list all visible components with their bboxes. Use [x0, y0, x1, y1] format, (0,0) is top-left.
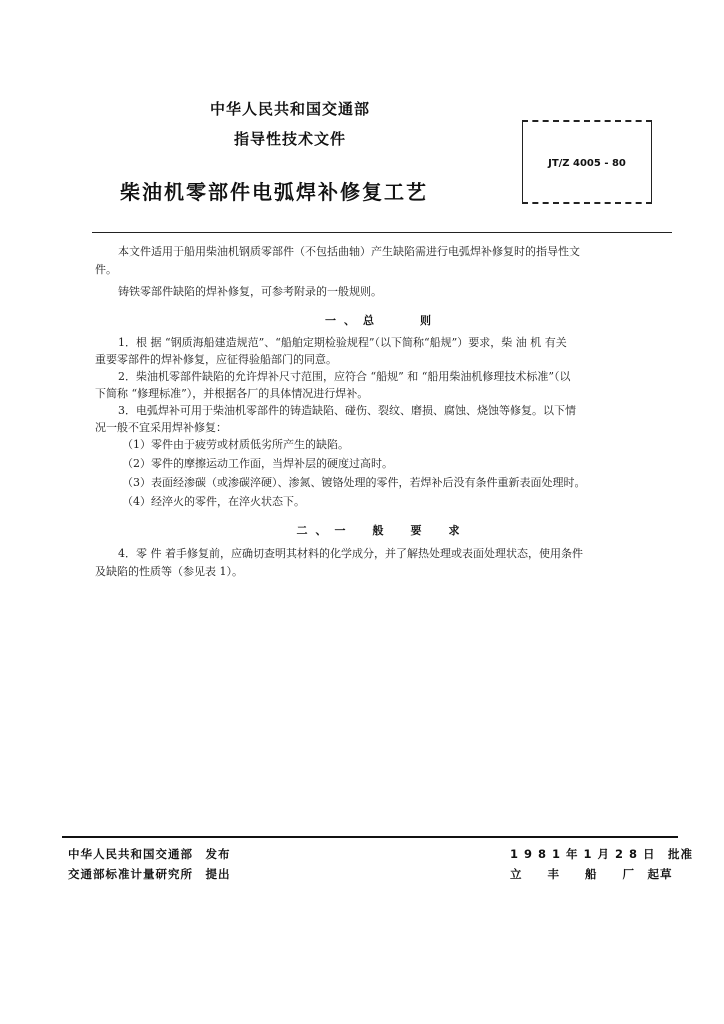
footer-approval-date: 1 9 8 1 年 1 月 2 8 日 批准: [510, 847, 694, 861]
section-2-heading: 二、一 般 要 求: [296, 524, 468, 537]
para-2-line-b: 下简称 “修理标准”），并根据各厂的具体情况进行焊补。: [95, 387, 369, 400]
list-item: （3）表面经渗碳（或渗碳淬硬）、渗氮、镀铬处理的零件，若焊补后没有条件重新表面处理时。: [122, 476, 586, 489]
issuer-heading: 中华人民共和国交通部: [209, 100, 370, 118]
para-1-line-b: 重要零部件的焊补修复，应征得验船部门的同意。: [95, 353, 337, 366]
intro-line-1b: 件。: [95, 263, 117, 276]
doc-type-heading: 指导性技术文件: [233, 130, 346, 148]
para-4-line-a: 4．零 件 着手修复前，应确切查明其材料的化学成分，并了解热处理或表面处理状态，使用条件: [118, 547, 583, 560]
list-item: （1）零件由于疲劳或材质低劣所产生的缺陷。: [122, 438, 349, 451]
intro-line-1: 本文件适用于船用柴油机钢质零部件（不包括曲轴）产生缺陷需进行电弧焊补修复时的指导性文: [118, 245, 580, 258]
para-1-line-a: 1．根 据 “钢质海船建造规范”、“船舶定期检验规程”（以下简称“船规”）要求，柴 油 机 有关: [118, 336, 567, 349]
para-2-line-a: 2．柴油机零部件缺陷的允许焊补尺寸范围，应符合 “船规” 和 “船用柴油机修理技术标准”（以: [118, 370, 571, 383]
list-item: （2）零件的摩擦运动工作面，当焊补层的硬度过高时。: [122, 457, 393, 470]
list-item: （4）经淬火的零件，在淬火状态下。: [122, 495, 305, 508]
intro-line-2: 铸铁零部件缺陷的焊补修复，可参考附录的一般规则。: [118, 285, 382, 298]
para-3-line-b: 况一般不宜采用焊补修复：: [95, 421, 227, 434]
document-title: 柴油机零部件电弧焊补修复工艺: [120, 180, 428, 204]
footer-issuer: 中华人民共和国交通部 发布: [68, 847, 231, 861]
footer-divider: [62, 836, 678, 838]
footer-drafter: 立 丰 船 厂 起草: [510, 867, 673, 881]
para-3-line-a: 3．电弧焊补可用于柴油机零部件的铸造缺陷、碰伤、裂纹、磨损、腐蚀、烧蚀等修复。以下情: [118, 404, 576, 417]
section-1-heading: 一、总 则: [325, 314, 439, 327]
para-4-line-b: 及缺陷的性质等（参见表 1）。: [95, 565, 243, 578]
header-divider: [92, 232, 672, 233]
footer-proposer: 交通部标准计量研究所 提出: [68, 867, 231, 881]
standard-code-box: [522, 120, 652, 204]
standard-code: JT/Z 4005 - 80: [548, 158, 626, 169]
